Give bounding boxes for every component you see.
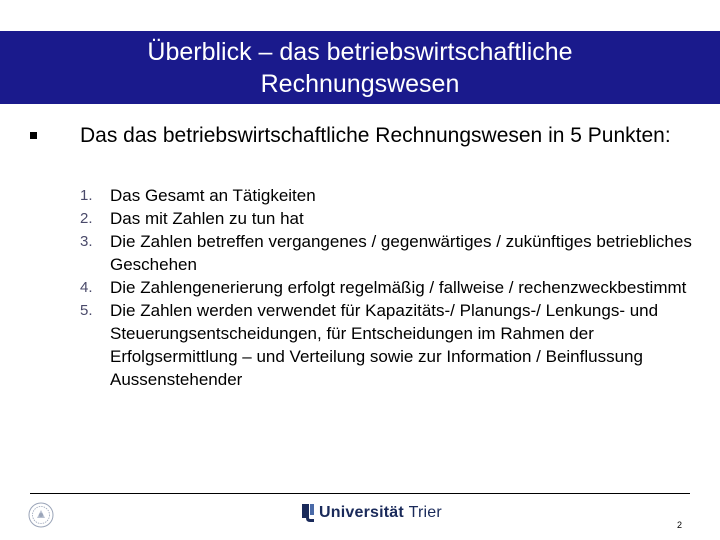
title-bar (0, 31, 720, 104)
list-number: 5. (80, 302, 93, 319)
logo-text (319, 504, 442, 522)
slide-title-line-1: Überblick – das betriebswirtschaftliche (147, 37, 573, 66)
logo-text-bold: Universität (319, 504, 404, 521)
page-number: 2 (676, 520, 682, 530)
university-logo-mark-icon (302, 504, 314, 522)
list-number: 4. (80, 279, 93, 296)
list-item-text: Das Gesamt an Tätigkeiten (110, 186, 316, 205)
list-number: 1. (80, 187, 93, 204)
list-item (80, 276, 710, 299)
list-item-text: Die Zahlen betreffen vergangenes / gegenwärtiges / zukünftiges betriebliches Geschehen (110, 232, 692, 274)
list-item-text: Die Zahlengenerierung erfolgt regelmäßig / fallweise / rechenzweckbestimmt (110, 278, 687, 297)
square-bullet-icon (30, 132, 37, 139)
lead-text: Das das betriebswirtschaftliche Rechnungswesen in 5 Punkten: (80, 124, 671, 147)
slide-title-line-2: Rechnungswesen (260, 69, 460, 98)
list-item-text: Das mit Zahlen zu tun hat (110, 209, 304, 228)
footer-divider (30, 493, 690, 494)
list-item (80, 299, 710, 391)
list-item (80, 207, 710, 230)
list-item-text: Die Zahlen werden verwendet für Kapazitäts-/ Planungs-/ Lenkungs- und Steuerungsentscheidungen, für Entscheidungen im Rahmen der Erfolgsermittlung – und Verteilung sowie zur Information / Beinflussung Aussenstehender (110, 301, 659, 389)
list-item (80, 184, 710, 207)
university-logo (302, 502, 442, 524)
logo-text-light: Trier (408, 504, 442, 521)
list-item (80, 230, 710, 276)
list-number: 2. (80, 210, 93, 227)
list-number: 3. (80, 233, 93, 250)
numbered-list (80, 184, 710, 391)
university-seal-icon (28, 502, 54, 528)
